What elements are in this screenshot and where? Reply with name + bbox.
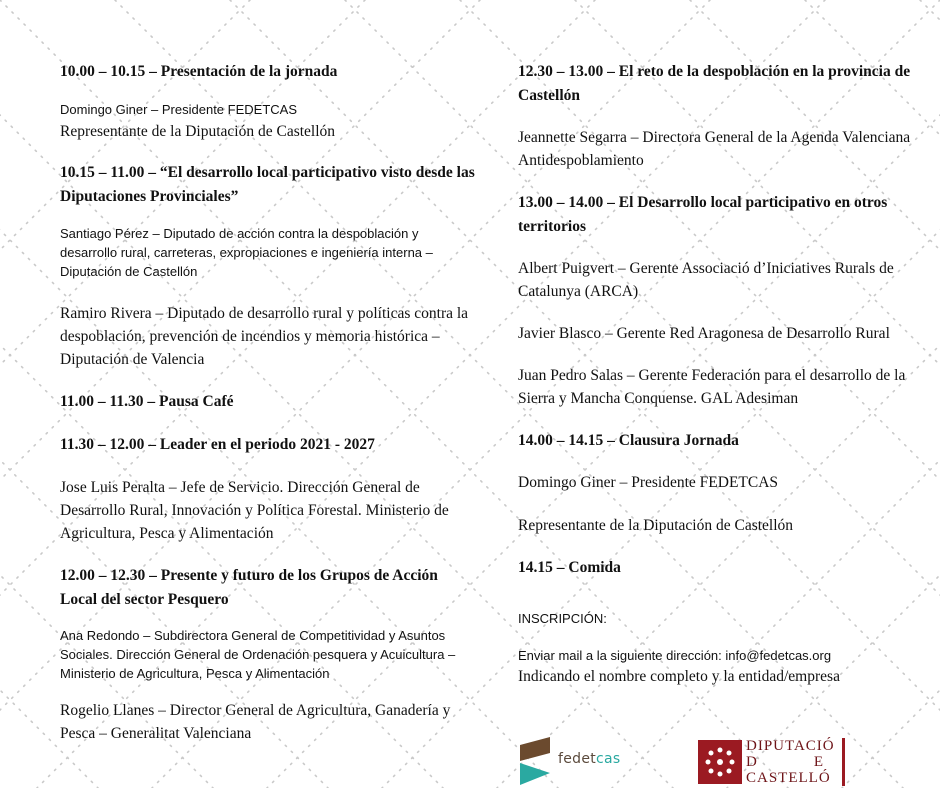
speaker: Ramiro Rivera – Diputado de desarrollo rural y políticas contra la despoblación, prevención de incendios y memoria histórica – Diputación de Valencia [60,305,469,368]
program-heading: 10.00 – 10.15 – Presentación de la jornada [60,63,338,80]
speaker: Rogelio Llanes – Director General de Agricultura, Ganadería y Pesca – Generalitat Valenciana [60,702,451,742]
speaker: Santiago Pérez – Diputado de acción contra la despoblación y desarrollo rural, carreteras, expropiaciones e ingeniería interna – Diputación de Castellón [60,226,433,279]
speaker: Domingo Giner – Presidente FEDETCAS [518,474,779,491]
fedetcas-mark-icon [518,735,554,787]
fedetcas-logo [518,735,638,787]
program-heading: 14.15 – Comida [518,559,621,576]
right-column [518,60,918,688]
program-heading: 10.15 – 11.00 – “El desarrollo local participativo visto desde las Diputaciones Provinciales” [60,164,475,205]
program-heading: 11.30 – 12.00 – Leader en el periodo 2021 - 2027 [60,436,375,453]
program-heading: 12.30 – 13.00 – El reto de la despoblación en la provincia de Castellón [518,63,911,104]
speaker: Jose Luis Peralta – Jefe de Servicio. Dirección General de Desarrollo Rural, Innovación y Política Forestal. Ministerio de Agricultura, Pesca y Alimentación [60,479,449,542]
program-heading: 11.00 – 11.30 – Pausa Café [60,393,234,410]
speaker: Representante de la Diputación de Castellón [60,123,336,140]
fedetcas-wordmark: fedetcas [558,751,621,767]
left-column [60,60,475,745]
diputacion-seal-icon [698,740,742,784]
speaker: Javier Blasco – Gerente Red Aragonesa de Desarrollo Rural [518,325,890,342]
registration-note: Indicando el nombre completo y la entidad/empresa [518,668,840,685]
speaker: Domingo Giner – Presidente FEDETCAS [60,102,297,117]
registration-email: Enviar mail a la siguiente dirección: info@fedetcas.org [518,648,832,663]
registration-title: INSCRIPCIÓN: [518,611,607,626]
diputacion-name: DIPUTACIÓ D E CASTELLÓ [746,738,845,786]
speaker: Albert Puigvert – Gerente Associació d’Iniciatives Rurals de Catalunya (ARCA) [518,260,894,300]
speaker: Representante de la Diputación de Castellón [518,517,794,534]
speaker: Ana Redondo – Subdirectora General de Competitividad y Asuntos Sociales. Dirección General de Ordenación pesquera y Acuicultura – Ministerio de Agricultura, Pesca y Alimentación [60,628,456,681]
program-heading: 13.00 – 14.00 – El Desarrollo local participativo en otros territorios [518,194,888,235]
sponsor-logos [518,735,918,787]
speaker: Juan Pedro Salas – Gerente Federación para el desarrollo de la Sierra y Mancha Conquense. GAL Adesiman [518,367,906,407]
speaker: Jeannette Segarra – Directora General de la Agenda Valenciana Antidespoblamiento [518,129,911,169]
program-heading: 14.00 – 14.15 – Clausura Jornada [518,432,739,449]
program-heading: 12.00 – 12.30 – Presente y futuro de los Grupos de Acción Local del sector Pesquero [60,567,438,608]
